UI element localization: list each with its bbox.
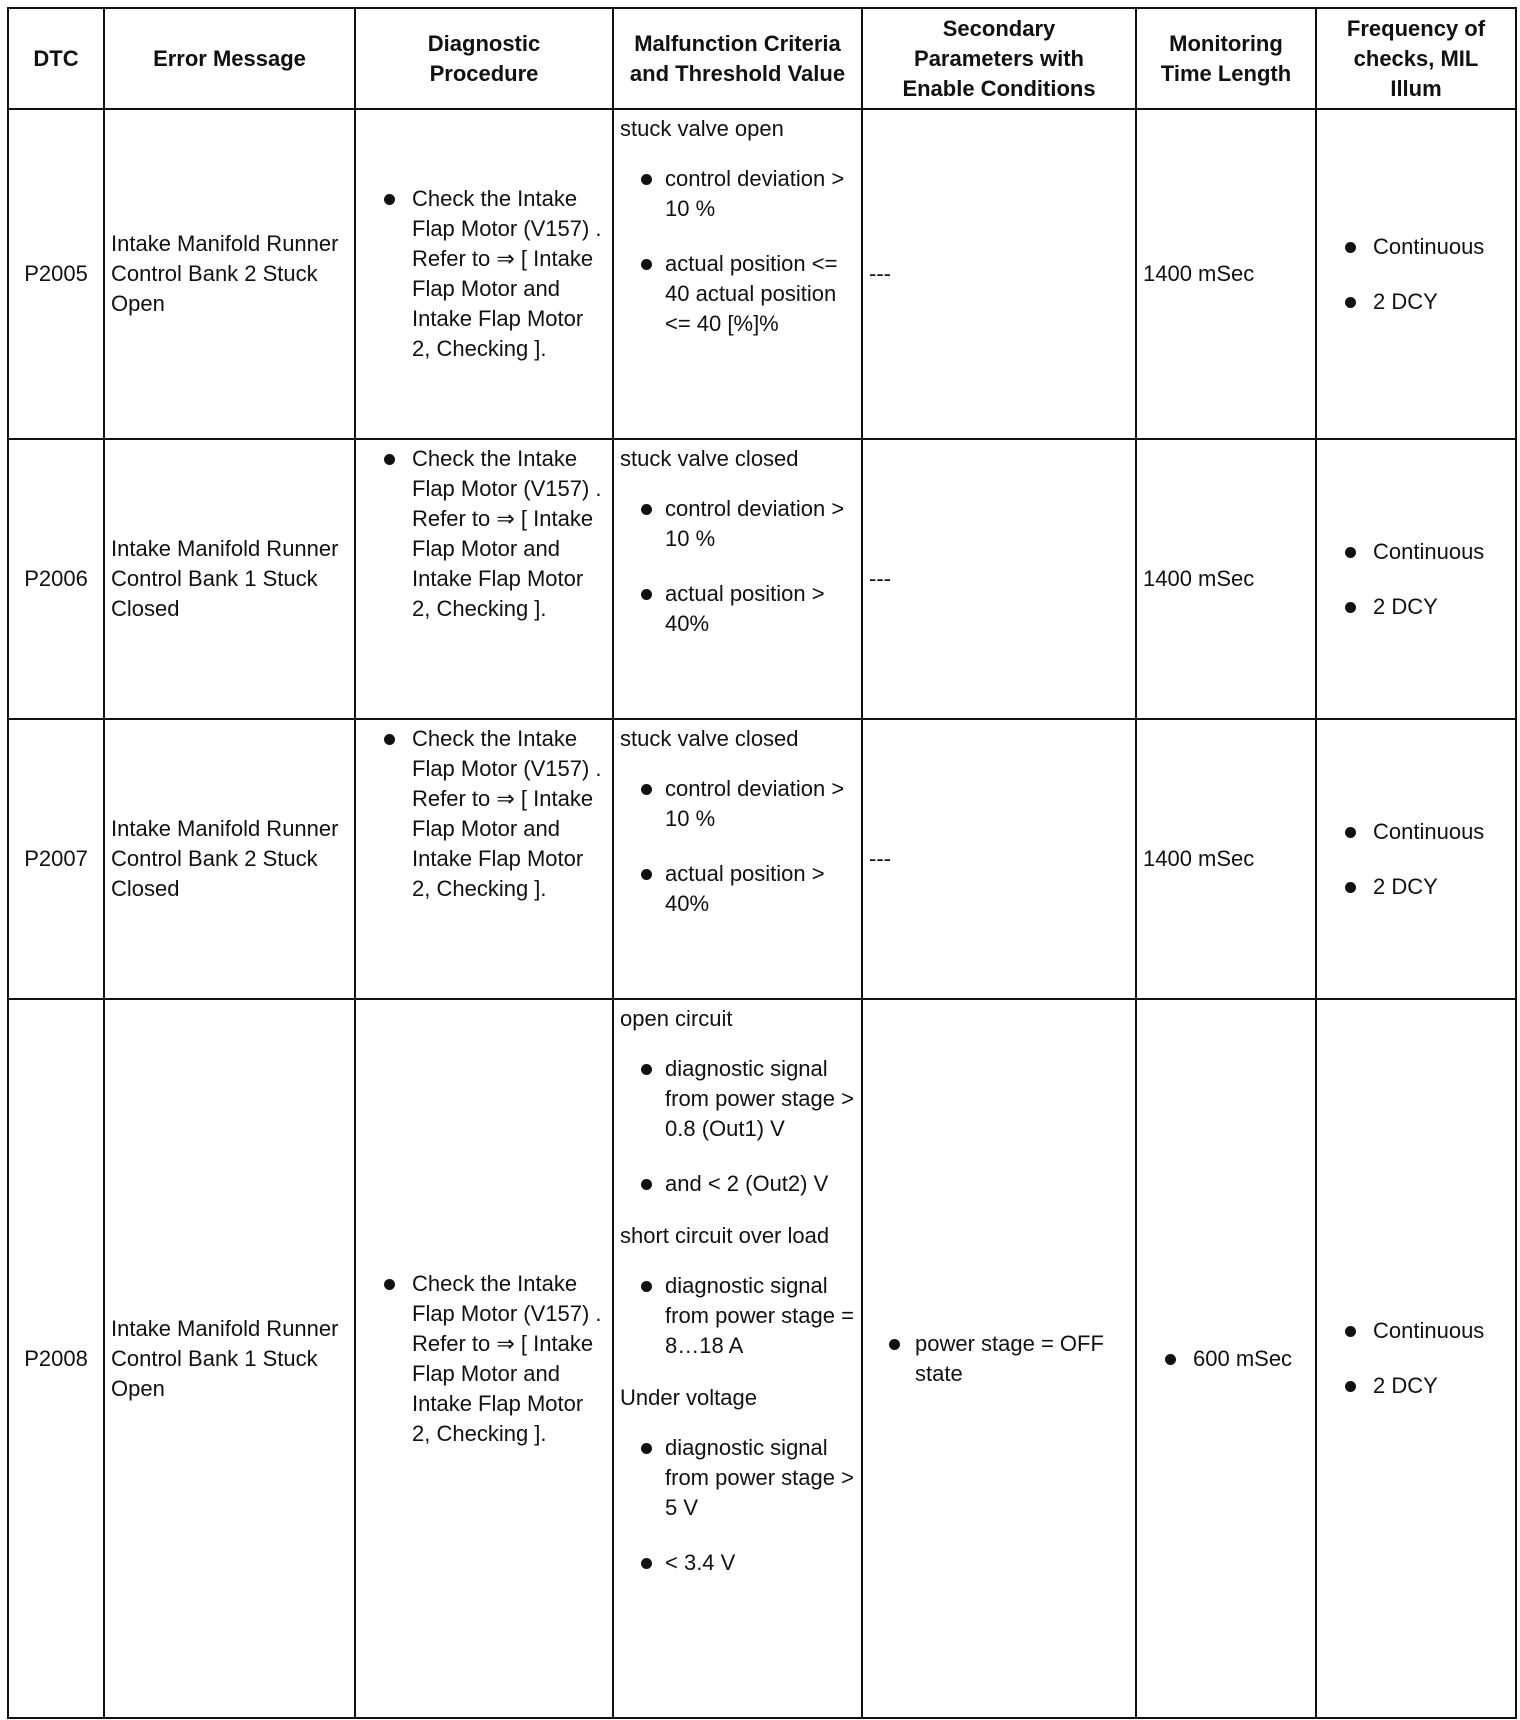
monitoring-time [1136,999,1316,1718]
error-message: Intake Manifold Runner Control Bank 2 Stuck Open [104,109,355,439]
diagnostic-procedure [355,719,613,999]
criteria-group [620,1383,855,1578]
criteria-item: control deviation > 10 % [620,494,855,554]
dtc-code: P2006 [8,439,104,719]
secondary-item: power stage = OFF state [869,1329,1129,1389]
criteria-group [620,1221,855,1361]
frequency [1316,719,1516,999]
secondary-parameters: --- [862,109,1136,439]
diagnostic-procedure [355,109,613,439]
dtc-code: P2008 [8,999,104,1718]
criteria-label: stuck valve open [620,116,784,141]
error-message: Intake Manifold Runner Control Bank 1 Stuck Closed [104,439,355,719]
diagnostic-procedure [355,999,613,1718]
monitoring-time: 1400 mSec [1136,719,1316,999]
frequency-item: Continuous [1323,537,1509,567]
malfunction-criteria [613,109,862,439]
table-row [8,439,1516,719]
criteria-label: stuck valve closed [620,726,799,751]
table-row [8,719,1516,999]
frequency-item: Continuous [1323,817,1509,847]
header-malfunction-criteria: Malfunction Criteria and Threshold Value [613,8,862,109]
procedure-item: Check the Intake Flap Motor (V157) . Refer to ⇒ [ Intake Flap Motor and Intake Flap Motor 2, Checking ]. [362,1269,606,1449]
criteria-group [620,1004,855,1199]
malfunction-criteria [613,439,862,719]
frequency [1316,439,1516,719]
criteria-group [620,724,855,919]
frequency-item: 2 DCY [1323,592,1509,622]
criteria-label: short circuit over load [620,1223,830,1248]
frequency-item: 2 DCY [1323,872,1509,902]
table-row [8,999,1516,1718]
criteria-item: actual position > 40% [620,859,855,919]
secondary-parameters: --- [862,719,1136,999]
criteria-group [620,444,855,639]
criteria-item: actual position <= 40 actual position <= 40 [%]% [620,249,855,339]
criteria-item: diagnostic signal from power stage = 8…18 A [620,1271,855,1361]
malfunction-criteria [613,719,862,999]
frequency-item: 2 DCY [1323,287,1509,317]
criteria-group [620,114,855,339]
criteria-label: Under voltage [620,1385,757,1410]
monitoring-time: 1400 mSec [1136,439,1316,719]
malfunction-criteria [613,999,862,1718]
dtc-table [7,7,1517,1719]
criteria-item: control deviation > 10 % [620,164,855,224]
frequency-item: Continuous [1323,232,1509,262]
header-monitoring-time: Monitoring Time Length [1136,8,1316,109]
frequency-item: 2 DCY [1323,1371,1509,1401]
criteria-label: stuck valve closed [620,446,799,471]
criteria-item: diagnostic signal from power stage > 5 V [620,1433,855,1523]
procedure-item: Check the Intake Flap Motor (V157) . Refer to ⇒ [ Intake Flap Motor and Intake Flap Motor 2, Checking ]. [362,184,606,364]
monitoring-item: 600 mSec [1143,1344,1309,1374]
criteria-label: open circuit [620,1006,733,1031]
criteria-item: control deviation > 10 % [620,774,855,834]
dtc-code: P2007 [8,719,104,999]
criteria-item: actual position > 40% [620,579,855,639]
secondary-parameters: --- [862,439,1136,719]
header-error-message: Error Message [104,8,355,109]
error-message: Intake Manifold Runner Control Bank 2 Stuck Closed [104,719,355,999]
criteria-item: and < 2 (Out2) V [620,1169,855,1199]
monitoring-time: 1400 mSec [1136,109,1316,439]
secondary-parameters [862,999,1136,1718]
procedure-item: Check the Intake Flap Motor (V157) . Refer to ⇒ [ Intake Flap Motor and Intake Flap Motor 2, Checking ]. [362,444,606,624]
error-message: Intake Manifold Runner Control Bank 1 Stuck Open [104,999,355,1718]
procedure-item: Check the Intake Flap Motor (V157) . Refer to ⇒ [ Intake Flap Motor and Intake Flap Motor 2, Checking ]. [362,724,606,904]
header-frequency: Frequency of checks, MIL Illum [1316,8,1516,109]
dtc-code: P2005 [8,109,104,439]
frequency [1316,109,1516,439]
frequency [1316,999,1516,1718]
diagnostic-procedure [355,439,613,719]
header-secondary-parameters: Secondary Parameters with Enable Conditions [862,8,1136,109]
header-diagnostic-procedure: Diagnostic Procedure [355,8,613,109]
criteria-item: diagnostic signal from power stage > 0.8 (Out1) V [620,1054,855,1144]
header-row [8,8,1516,109]
criteria-item: < 3.4 V [620,1548,855,1578]
frequency-item: Continuous [1323,1316,1509,1346]
table-row [8,109,1516,439]
dtc-table-document [7,7,1515,1715]
header-dtc: DTC [8,8,104,109]
